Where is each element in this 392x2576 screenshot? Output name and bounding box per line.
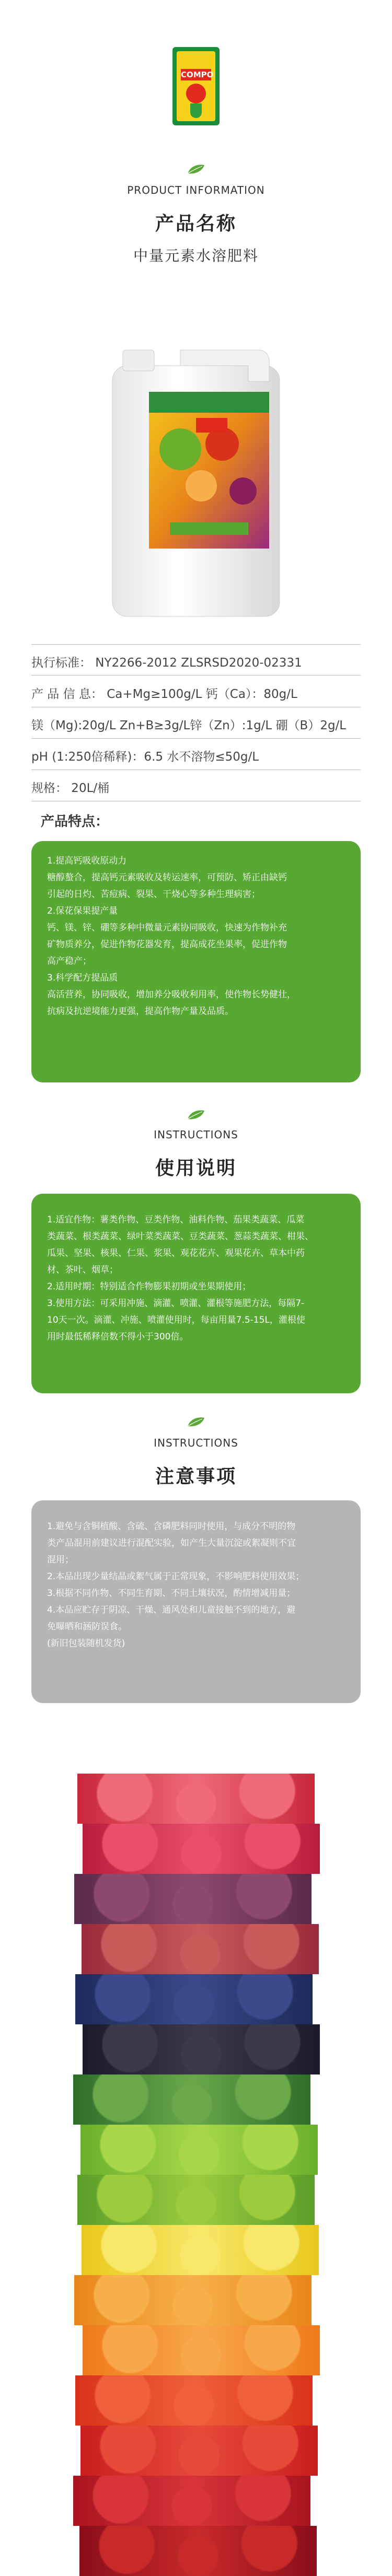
instruction-line: 2.适用时期：特别适合作物膨果初期或坐果期使用；	[47, 1281, 251, 1292]
strip-watermelon	[77, 1774, 315, 1824]
strip-raspberry	[83, 1824, 320, 1874]
strip-red-peppers	[80, 2426, 318, 2476]
strip-blackberries	[83, 2024, 320, 2074]
cautions-heading-en: INSTRUCTIONS	[154, 1437, 238, 1449]
standard-text: 执行标准： NY2266-2012 ZLSRSD2020-02331	[31, 656, 302, 670]
logo-text: COMPO	[181, 70, 214, 79]
caution-line: 类产品混用前建议进行混配实验，如产生大量沉淀或絮凝则不宜	[47, 1538, 296, 1548]
strip-lemons	[82, 2225, 319, 2275]
compo-logo	[172, 47, 220, 125]
feature-line: 2.保花保果提产量	[47, 906, 118, 916]
instruction-line: 瓜果、坚果、核果、仁果、浆果、观花花卉、观果花卉、草本中药	[47, 1248, 305, 1258]
instruction-line: 类蔬菜、根类蔬菜、绿叶菜类蔬菜、豆类蔬菜、葱蒜类蔬菜、柑果、	[47, 1231, 314, 1242]
info-line-3: pH (1:250倍稀释)：6.5 水不溶物≤50g/L	[31, 750, 259, 764]
cautions-card	[31, 1500, 361, 1703]
logo-leaf-icon	[190, 103, 202, 118]
instructions-card	[31, 1194, 361, 1393]
strip-green-apples-2	[77, 2175, 315, 2225]
feature-line: 糖醇螯合，提高钙元素吸收及转运速率，可预防、矫正由缺钙	[47, 872, 287, 883]
caution-line: 免曝晒和涵防误食。	[47, 1622, 127, 1632]
leaf-icon	[186, 163, 206, 176]
instructions-heading-en: INSTRUCTIONS	[154, 1128, 238, 1141]
feature-line: 引起的日灼、苦痘病、裂果、干烧心等多种生理病害；	[47, 889, 260, 900]
feature-line: 高产稳产；	[47, 956, 91, 966]
cautions-heading-cn: 注意事项	[155, 1466, 237, 1487]
leaf-icon	[186, 1109, 206, 1121]
instructions-heading-cn: 使用说明	[155, 1158, 237, 1179]
caution-line: 1.避免与含铜植酸、含硫、含磷肥料同时使用，与成分不明的物	[47, 1521, 296, 1532]
instruction-line: 材、茶叶、烟草；	[47, 1265, 118, 1275]
product-info-heading-cn: 产品名称	[155, 213, 237, 235]
leaf-icon	[186, 1416, 206, 1428]
info-line-2: 镁（Mg):20g/L Zn+B≥3g/L锌（Zn）:1g/L 硼（B）2g/L	[31, 719, 347, 732]
caution-line: 3.根据不同作物、不同生育期、不同土壤状况，酌情增减用量；	[47, 1588, 296, 1599]
features-card	[31, 841, 361, 1082]
strip-pomegranate	[73, 2476, 310, 2526]
strip-oranges	[74, 2275, 312, 2325]
feature-line: 1.提高钙吸收原动力	[47, 856, 127, 866]
feature-line: 高活营养，协同吸收，增加养分吸收利用率，使作物长势健壮，	[47, 989, 296, 1000]
feature-line: 抗病及抗逆境能力更强，提高作物产量及品质。	[47, 1006, 234, 1017]
strip-cherries	[79, 2526, 317, 2576]
caution-line: 4.本品应贮存于阴凉、干燥、通风处和儿童接触不到的地方，避	[47, 1605, 296, 1615]
caution-line: 2.本品出现少量结晶或絮气属于正常现象，不影响肥料使用效果；	[47, 1571, 305, 1582]
divider	[31, 644, 361, 645]
instruction-line: 3.使用方法：可采用冲施、滴灌、喷灌、灌根等施肥方法，每隔7-	[47, 1298, 305, 1309]
info-line-1: 产 品 信 息： Ca+Mg≥100g/L 钙（Ca）：80g/L	[31, 687, 297, 701]
strip-green-apples	[80, 2125, 318, 2175]
strip-orange-slices	[83, 2325, 320, 2375]
strip-cucumbers	[73, 2074, 310, 2125]
features-heading: 产品特点：	[41, 814, 109, 830]
logo-flower-icon	[186, 84, 206, 103]
product-name: 中量元素水溶肥料	[133, 247, 259, 264]
feature-line: 3.科学配方提品质	[47, 973, 118, 983]
instruction-line: 1.适宜作物：薯类作物、豆类作物、油料作物、茄果类蔬菜、瓜菜	[47, 1215, 305, 1225]
product-jerrycan-image	[102, 345, 290, 622]
caution-line: (新旧包装随机发货)	[47, 1638, 125, 1649]
feature-line: 钙、镁、锌、硼等多种中微量元素协同吸收，快速为作物补充	[47, 923, 287, 933]
feature-line: 矿物质养分，促进作物花器发育，提高成花坐果率，促进作物	[47, 939, 287, 950]
package-spec: 规格： 20L/桶	[31, 782, 110, 795]
divider	[31, 738, 361, 739]
strip-red-grapes	[82, 1924, 319, 1974]
strip-tomatoes	[75, 2375, 313, 2426]
strip-blueberries	[75, 1974, 313, 2024]
strip-purple-grapes	[74, 1874, 312, 1924]
logo-background	[177, 51, 215, 121]
product-info-heading-en: PRODUCT INFORMATION	[127, 184, 265, 196]
instruction-line: 10天一次。滴灌、冲施、喷灌使用时，每亩用量7.5-15L，灌根使	[47, 1315, 305, 1325]
instruction-line: 用时最低稀释倍数不得小于300倍。	[47, 1332, 189, 1342]
caution-line: 混用；	[47, 1555, 74, 1565]
